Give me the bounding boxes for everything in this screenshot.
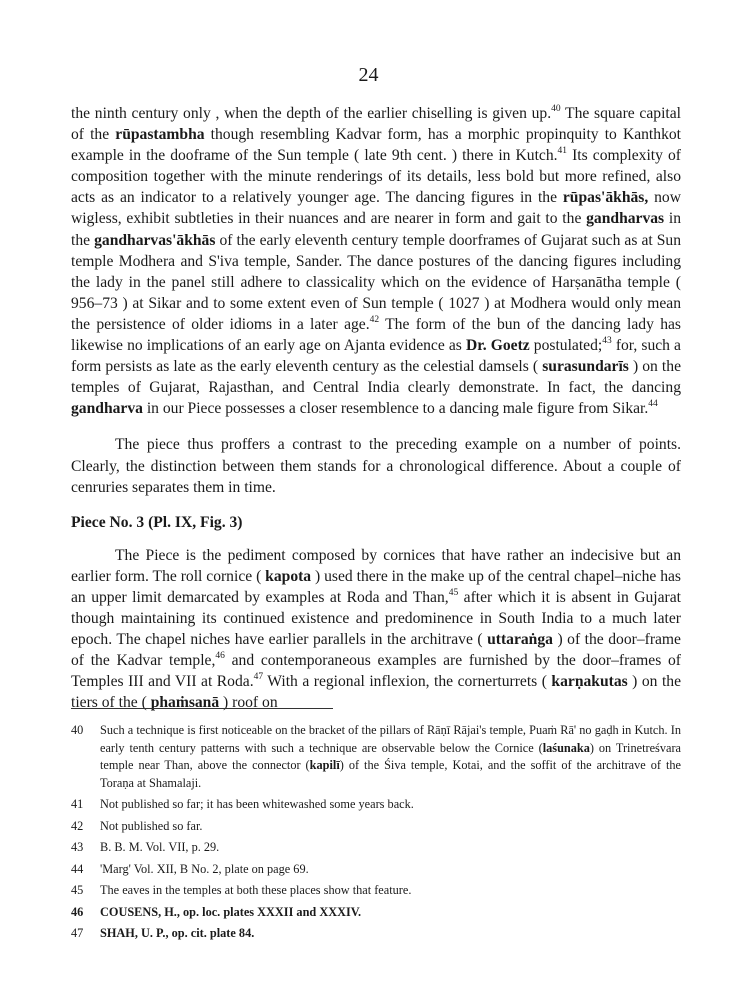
footnote-ref-44: 44 [648,399,658,410]
text-run: ) of the Śiva temple, Kotai, and the soffit of the architrave of the Toraṇa at Shamalaji. [100,758,681,790]
footnote-44 [71,861,681,879]
section-heading: Piece No. 3 (Pl. IX, Fig. 3) [71,513,243,531]
text-run: though resembling Kadvar form, has a morphic propinquity to Kanthkot example in the dooframe of the Sun temple ( late 9th cent. ) there in Kutch. [71,126,681,165]
text-run: and contemporaneous examples are furnished by the door–frames of Temples III and VII at Roda. [71,652,681,691]
term-kapota: kapota [265,567,312,585]
footnote-number: 42 [71,818,84,833]
term-gandharva: gandharva [71,400,143,418]
footnote-number: 46 [71,904,84,919]
text-run: the ninth century only , when the depth of the earlier chiselling is given up. [71,105,552,122]
text-run: Such a technique is first noticeable on the bracket of the pillars of Rāṇī Rājai's temple, Puaṁ Rā' no gaḍh in Kutch. In early tenth century patterns with such a technique are observable below the Cornice ( [100,723,681,755]
text-run: for, such a form persists as late as the early eleventh century as the celestial damsels ( [71,337,681,376]
text-run: ) of the door–frame of the Kadvar temple, [71,631,681,670]
text-run: ) on the tiers of the ( [71,673,681,712]
footnote-40 [71,722,681,792]
footnote-ref-41: 41 [557,146,568,156]
paragraph-1 [71,103,681,419]
text-run: The form of the bun of the dancing lady has likewise no implications of an early age on Ajanta evidence as [71,315,681,355]
text-run: in the [71,210,682,249]
footnote-text: The eaves in the temples at both these places show that feature. [100,883,412,897]
text-run: in our Piece possesses a closer resemblence to a dancing male figure from Sikar. [142,400,649,418]
footnote-text: B. B. M. Vol. VII, p. 29. [100,840,220,854]
footnote-number: 45 [71,883,84,897]
term-rupasakhas: rūpas'ākhās, [562,189,649,207]
footnote-43 [71,839,681,857]
footnote-46 [71,904,681,922]
paragraph-2: The piece thus proffers a contrast to the preceding example on a number of points. Clearly, the distinction between them stands for a chronological difference. About a couple of cenruries separates them in time. [71,436,681,496]
term-uttaranga: uttaraṅga [487,631,553,649]
text-run: The Piece is the pediment composed by cornices that have rather an indecisive but an earlier form. The roll cornice ( [71,546,681,585]
footnote-ref-47: 47 [253,672,264,683]
footnote-text [100,722,681,792]
text-run: ) roof on [219,694,278,712]
text-run: of the early eleventh century temple doorframes of Gujarat such as at Sun temple Modhera and S'iva temple, Sander. The dance postures of the dancing figures including the lady in the panel still adhere to classicality which on the evidence of Harṣanātha temple ( 956–73 ) at Sikar and to some extent even of Sun temple ( 1027 ) at Modhera would only mean the persistence of older idioms in a later age. [71,231,681,333]
term-phamsana: phaṁsanā [150,694,220,712]
text-run: ) on Trinetreśvara temple near Than, above the connector ( [100,740,681,772]
footnote-ref-46: 46 [215,651,225,662]
footnote-text: SHAH, U. P., op. cit. plate 84. [100,926,255,940]
footnote-45 [71,882,681,900]
footnote-number: 47 [71,926,84,940]
footnote-41 [71,796,681,814]
footnote-divider [71,708,333,709]
footnote-ref-45: 45 [448,587,459,598]
footnote-number: 40 [71,723,84,737]
body-text [71,103,681,714]
footnote-text: Not published so far. [100,818,203,833]
footnote-text: COUSENS, H., op. loc. plates XXXII and XXXIV. [100,904,362,919]
footnote-text: Not published so far; it has been whitewashed some years back. [100,797,414,811]
page-number: 24 [358,64,379,86]
footnote-47 [71,925,681,943]
footnote-ref-43: 43 [602,335,612,346]
paragraph-3 [71,545,681,714]
footnote-number: 41 [71,797,84,811]
text-run: With a regional inflexion, the cornerturrets ( [263,673,552,691]
term-lasunaka: laśunaka [542,740,590,755]
footnote-number: 44 [71,861,84,876]
text-run: ) used there in the make up of the central chapel–niche has an upper limit demarcated by examples at Roda and Than, [71,567,681,606]
term-gandharvas: gandharvas [586,210,665,228]
footnote-number: 43 [71,840,84,854]
term-kapili: kapilī [309,758,340,772]
term-surasundaris: surasundarīs [542,358,629,376]
term-gandharvasakhas: gandharvas'ākhās [94,231,216,249]
footnote-ref-42: 42 [369,314,380,325]
text-run: ) on the temples of Gujarat, Rajasthan, and Central India clearly demonstrate. In fact, the dancing [71,358,681,397]
term-rupastambha: rūpastambha [115,126,205,144]
footnotes [71,722,681,947]
text-run: now wigless, exhibit subtleties in their nuances and are nearer in form and gait to the [71,189,681,228]
footnote-text: 'Marg' Vol. XII, B No. 2, plate on page 69. [100,861,309,876]
text-run: Its complexity of composition together with the minute renderings of its details, less bold but more refined, also acts as an indicator to a relatively younger age. The dancing figures in the [71,147,681,207]
footnote-42 [71,818,681,836]
text-run: The square capital of the [71,105,681,144]
text-run: after which it is absent in Gujarat though maintaining its continued existence and predominence in South India to a much later epoch. The chapel niches have earlier parallels in the architrave ( [71,588,682,649]
text-run: postulated; [529,337,603,355]
term-dr-goetz: Dr. Goetz [465,337,530,355]
footnote-ref-40: 40 [551,103,561,114]
term-karnakutas: karṇakutas [551,673,628,691]
